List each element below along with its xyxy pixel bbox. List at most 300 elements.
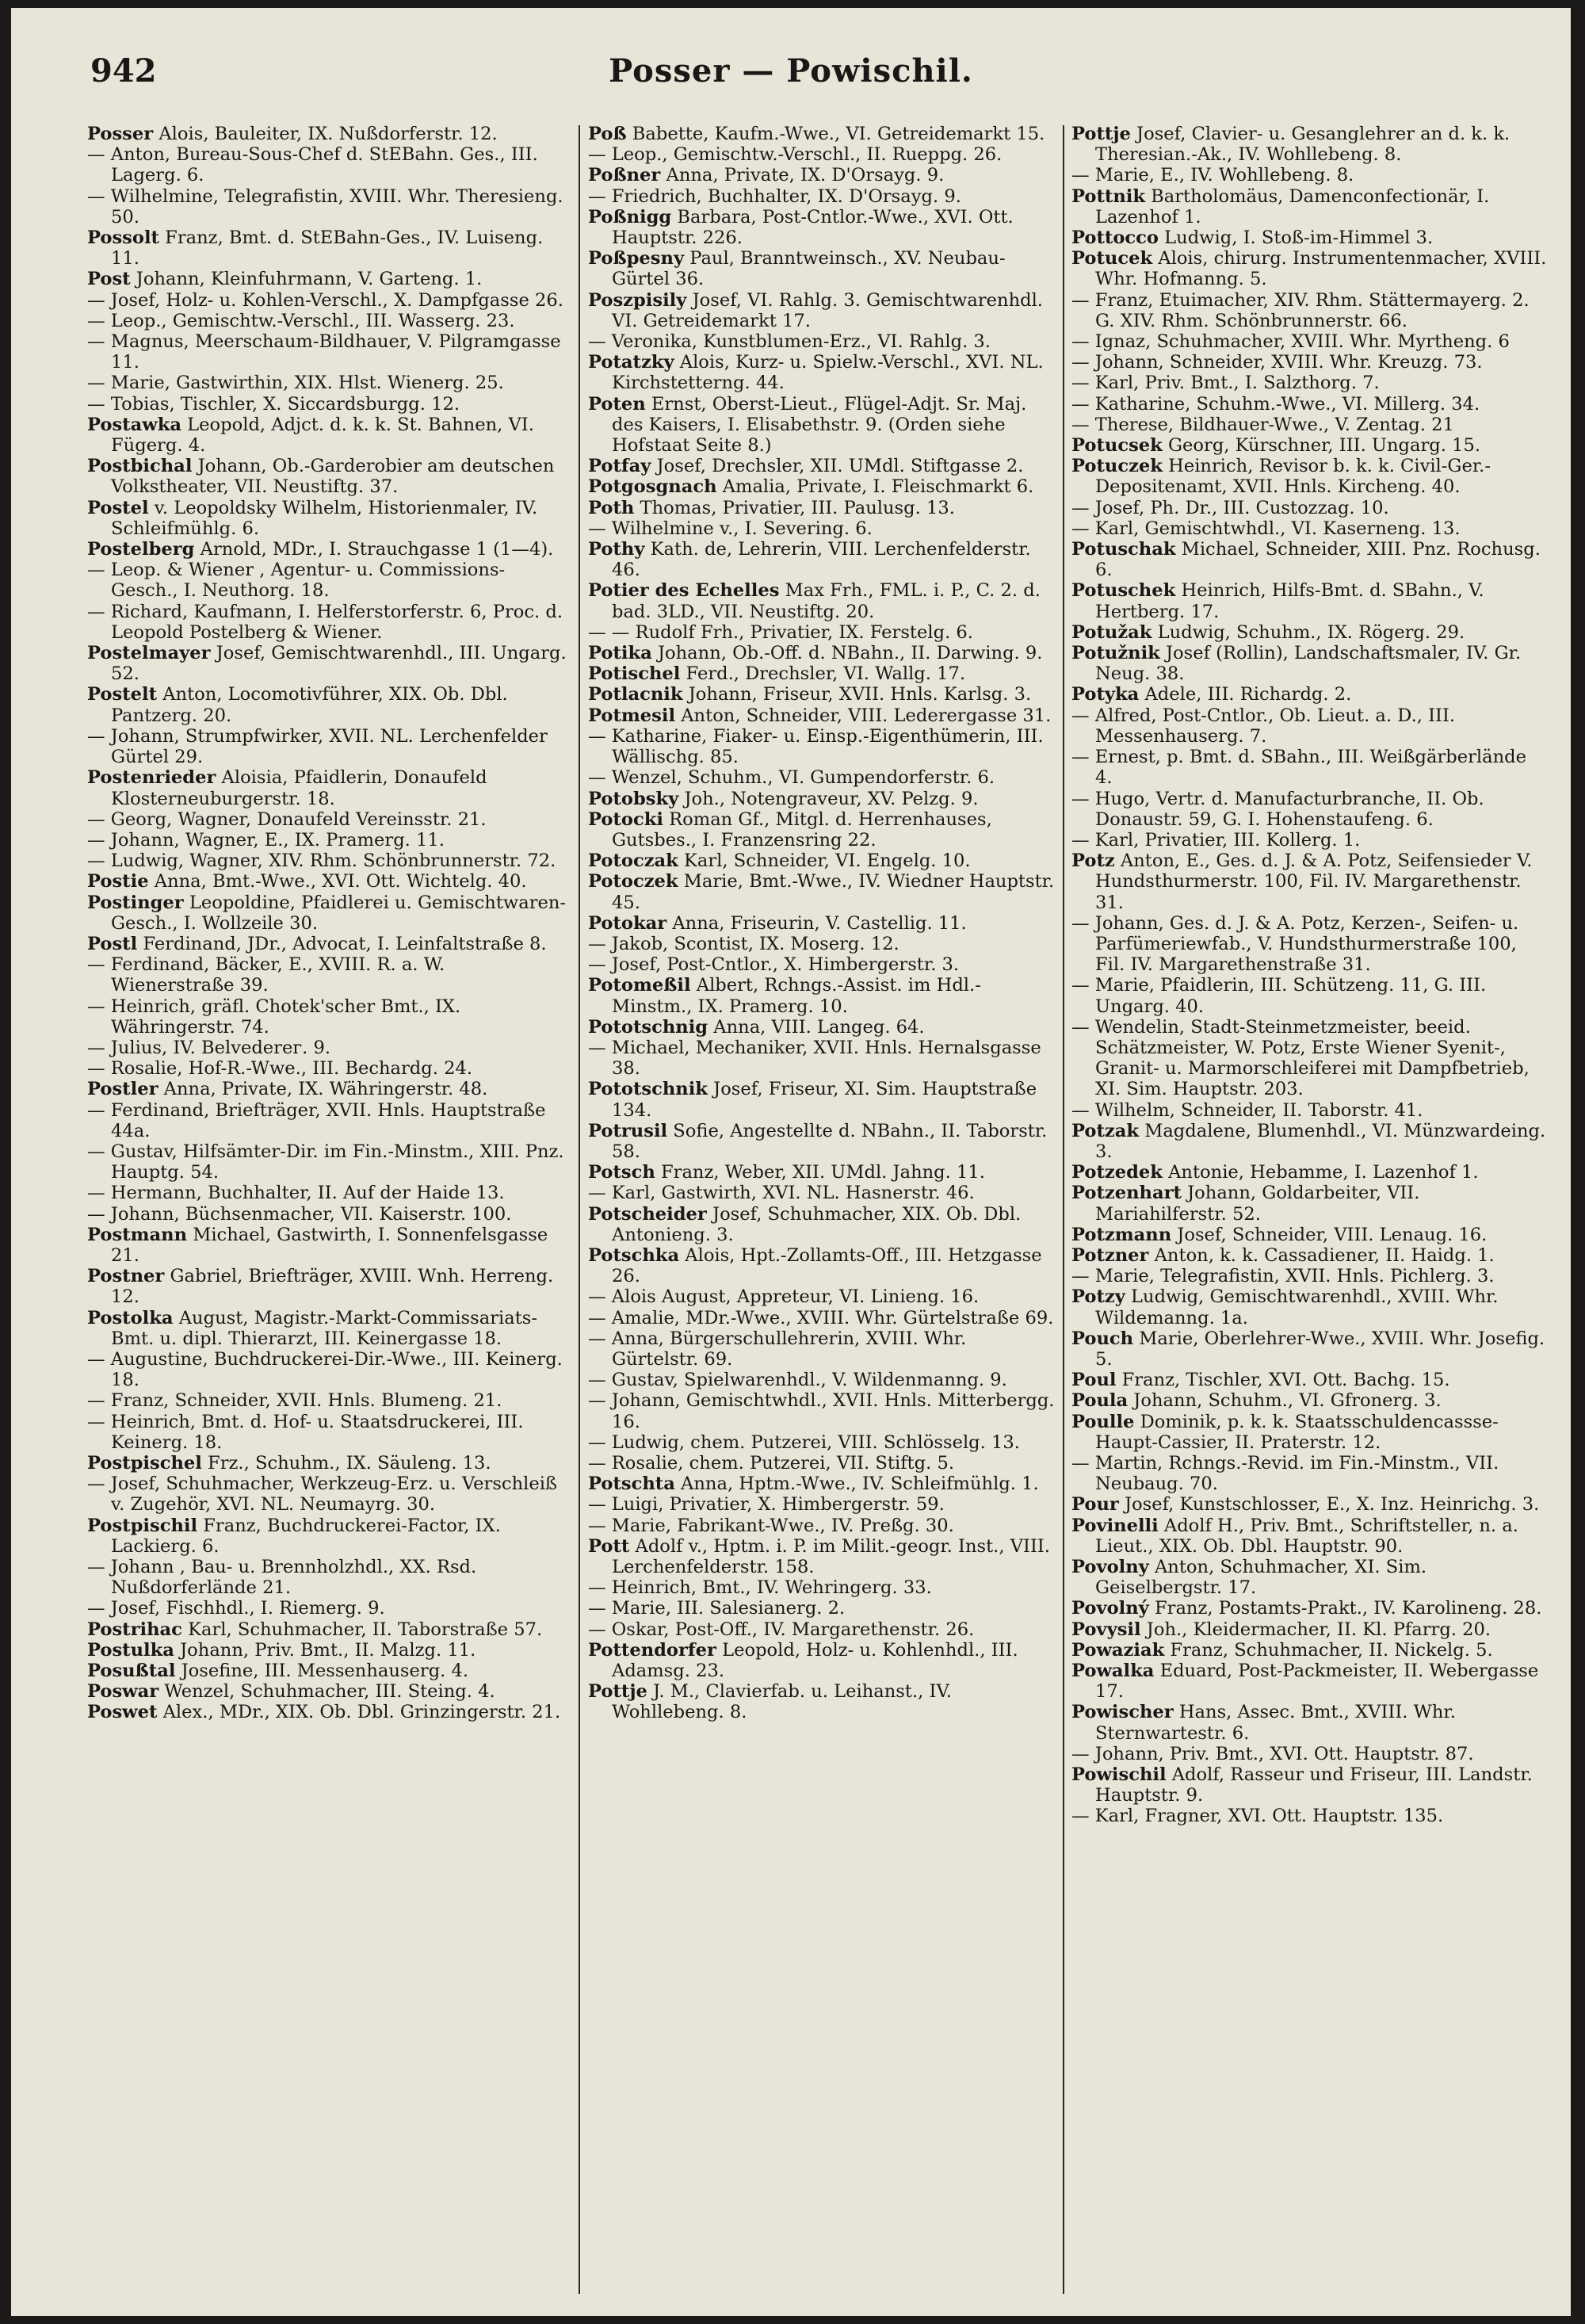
directory-entry: [87, 394, 571, 415]
entry-details: Franz, Tischler, XVI. Ott. Bachg. 15.: [1116, 1370, 1450, 1391]
directory-entry: [87, 186, 571, 227]
directory-page: [11, 8, 1571, 2316]
directory-entry: [87, 1390, 571, 1411]
entry-details: — Veronika, Kunstblumen-Erz., VI. Rahlg. 3.: [588, 331, 991, 353]
column-rule: [1063, 125, 1064, 2294]
entry-details: — Hermann, Buchhalter, II. Auf der Haide 13.: [87, 1183, 505, 1204]
entry-details: — Augustine, Buchdruckerei-Dir.-Wwe., III. Keinerg. 18.: [87, 1348, 563, 1391]
directory-entry: [87, 1661, 571, 1681]
entry-surname: Postl: [87, 933, 138, 954]
entry-surname: Potz: [1071, 850, 1115, 872]
entry-surname: Potucek: [1071, 248, 1153, 269]
entry-details: Dominik, p. k. k. Staatsschuldencassse-Haupt-Cassier, II. Praterstr. 12.: [1095, 1411, 1499, 1453]
directory-entry: [588, 186, 1056, 207]
entry-surname: Postelmayer: [87, 643, 211, 664]
column-3: [1071, 124, 1547, 2300]
entry-surname: Pottje: [1071, 124, 1131, 144]
entry-surname: Possolt: [87, 227, 159, 249]
entry-surname: Powaziak: [1071, 1639, 1165, 1661]
entry-details: Josef, Schneider, VIII. Lenaug. 16.: [1171, 1224, 1488, 1245]
entry-surname: Posußtal: [87, 1661, 176, 1682]
directory-entry: [588, 1536, 1056, 1577]
entry-details: — Johann, Gemischtwhdl., XVII. Hnls. Mitterbergg. 16.: [588, 1390, 1055, 1432]
entry-details: — Heinrich, Bmt. d. Hof- u. Staatsdruckerei, III. Keinerg. 18.: [87, 1411, 524, 1453]
entry-details: — Karl, Gemischtwhdl., VI. Kaserneng. 13.: [1071, 518, 1461, 539]
entry-surname: Potomeßil: [588, 975, 691, 996]
directory-entry: [588, 1121, 1056, 1162]
entry-surname: Postrihac: [87, 1619, 182, 1640]
entry-details: — Josef, Holz- u. Kohlen-Verschl., X. Dampfgasse 26.: [87, 289, 563, 311]
entry-details: Josef, Friseur, XI. Sim. Hauptstraße 134.: [612, 1079, 1037, 1121]
entry-details: Franz, Postamts-Prakt., IV. Karolineng. 28.: [1148, 1598, 1542, 1619]
directory-entry: [1071, 975, 1547, 1016]
entry-details: — Ferdinand, Bäcker, E., XVIII. R. a. W. Wienerstraße 39.: [87, 954, 445, 996]
directory-entry: [588, 1162, 1056, 1183]
entry-details: Anna, Private, IX. D'Orsayg. 9.: [660, 165, 945, 186]
entry-details: — Karl, Fragner, XVI. Ott. Hauptstr. 135.: [1071, 1806, 1444, 1827]
directory-entry: [588, 684, 1056, 705]
directory-entry: [588, 1183, 1056, 1203]
entry-surname: Potzmann: [1071, 1224, 1172, 1245]
entry-surname: Poßner: [588, 165, 661, 186]
directory-entry: [1071, 1702, 1547, 1743]
entry-details: Leopold, Holz- u. Kohlenhdl., III. Adamsg. 23.: [612, 1639, 1018, 1682]
entry-surname: Postulka: [87, 1639, 174, 1661]
directory-entry: [87, 871, 571, 892]
directory-entry: [87, 456, 571, 497]
entry-surname: Povolný: [1071, 1598, 1149, 1619]
directory-entry: [87, 144, 571, 185]
entry-details: — Karl, Privatier, III. Kollerg. 1.: [1071, 829, 1361, 850]
entry-surname: Potier des Echelles: [588, 580, 780, 602]
entry-details: — Josef, Ph. Dr., III. Custozzag. 10.: [1071, 497, 1389, 518]
directory-entry: [1071, 1121, 1547, 1162]
entry-details: Ludwig, I. Stoß-im-Himmel 3.: [1158, 227, 1434, 249]
page-number: 942: [90, 52, 157, 90]
directory-entry: [1071, 186, 1547, 227]
entry-details: Josef, Schuhmacher, XIX. Ob. Dbl. Antonieng. 3.: [612, 1203, 1022, 1245]
entry-details: — Friedrich, Buchhalter, IX. D'Orsayg. 9.: [588, 185, 961, 207]
directory-entry: [1071, 643, 1547, 684]
entry-details: Johann, Schuhm., VI. Gfronerg. 3.: [1128, 1390, 1442, 1412]
entry-surname: Potoczak: [588, 850, 678, 872]
entry-details: — Martin, Rchngs.-Revid. im Fin.-Minstm., VII. Neubaug. 70.: [1071, 1453, 1499, 1495]
entry-details: Johann, Goldarbeiter, VII. Mariahilferstr. 52.: [1095, 1183, 1420, 1225]
entry-details: — Wenzel, Schuhm., VI. Gumpendorferstr. 6.: [588, 767, 995, 789]
entry-details: Frz., Schuhm., IX. Säuleng. 13.: [201, 1453, 491, 1474]
entry-details: Josef, Drechsler, XII. UMdl. Stiftgasse 2.: [651, 456, 1024, 477]
entry-details: Anna, Bmt.-Wwe., XVI. Ott. Wichtelg. 40.: [148, 871, 527, 893]
entry-surname: Poswet: [87, 1702, 158, 1723]
entry-details: — Michael, Mechaniker, XVII. Hnls. Hernalsgasse 38.: [588, 1037, 1041, 1080]
entry-surname: Postawka: [87, 414, 181, 435]
entry-details: Georg, Kürschner, III. Ungarg. 15.: [1162, 435, 1481, 457]
entry-surname: Postelberg: [87, 539, 195, 560]
entry-surname: Postie: [87, 871, 149, 893]
entry-details: Marie, Oberlehrer-Wwe., XVIII. Whr. Josefig. 5.: [1095, 1328, 1545, 1370]
directory-entry: [588, 248, 1056, 289]
entry-details: — Marie, Telegrafistin, XVII. Hnls. Pichlerg. 3.: [1071, 1266, 1495, 1287]
entry-surname: Potuczek: [1071, 456, 1163, 477]
entry-details: Kath. de, Lehrerin, VIII. Lerchenfelderstr. 46.: [612, 539, 1031, 581]
directory-entry: [1071, 830, 1547, 850]
directory-entry: [588, 1370, 1056, 1390]
entry-details: Ernst, Oberst-Lieut., Flügel-Adjt. Sr. Maj. des Kaisers, I. Elisabethstr. 9. (Orden siehe Hofstaat Seite 8.): [612, 393, 1027, 457]
entry-details: — Tobias, Tischler, X. Siccardsburgg. 12.: [87, 393, 460, 415]
entry-details: — Leop. & Wiener , Agentur- u. Commissions-Gesch., I. Neuthorg. 18.: [87, 560, 506, 602]
entry-surname: Pottendorfer: [588, 1639, 716, 1661]
directory-entry: [87, 1100, 571, 1141]
entry-details: Leopold, Adjct. d. k. k. St. Bahnen, VI. Fügerg. 4.: [111, 414, 534, 457]
entry-surname: Potlacnik: [588, 684, 683, 705]
entry-details: Barbara, Post-Cntlor.-Wwe., XVI. Ott. Hauptstr. 226.: [612, 206, 1014, 249]
entry-details: Alois, Hpt.-Zollamts-Off., III. Hetzgasse 26.: [612, 1244, 1042, 1287]
entry-surname: Postel: [87, 497, 149, 518]
column-1: [87, 124, 571, 2300]
directory-entry: [87, 269, 571, 289]
entry-details: Joh., Notengraveur, XV. Pelzg. 9.: [678, 788, 979, 809]
entry-surname: Potschka: [588, 1244, 680, 1266]
entry-details: — Heinrich, gräfl. Chotek'scher Bmt., IX. Währingerstr. 74.: [87, 996, 461, 1038]
directory-entry: [1071, 1245, 1547, 1266]
directory-entry: [588, 1390, 1056, 1431]
entry-details: Johann, Friseur, XVII. Hnls. Karlsg. 3.: [682, 684, 1032, 705]
entry-details: — Alois August, Appreteur, VI. Linieng. 16.: [588, 1286, 980, 1308]
entry-surname: Poß: [588, 124, 627, 144]
directory-entry: [1071, 248, 1547, 289]
entry-details: — Wilhelmine, Telegrafistin, XVIII. Whr. Theresieng. 50.: [87, 185, 563, 227]
directory-entry: [1071, 373, 1547, 393]
entry-details: Franz, Schuhmacher, II. Nickelg. 5.: [1164, 1639, 1493, 1661]
entry-surname: Potuschak: [1071, 539, 1176, 560]
directory-entry: [588, 207, 1056, 248]
entry-details: — Anton, Bureau-Sous-Chef d. StEBahn. Ges., III. Lagerg. 6.: [87, 144, 538, 186]
directory-entry: [588, 124, 1056, 144]
entry-surname: Potyka: [1071, 684, 1140, 705]
running-head: Posser — Powischil.: [609, 52, 973, 90]
entry-surname: Postelt: [87, 684, 158, 705]
directory-entry: [588, 871, 1056, 912]
directory-entry: [87, 311, 571, 331]
directory-entry: [588, 767, 1056, 788]
directory-entry: [588, 539, 1056, 580]
directory-entry: [87, 227, 571, 269]
directory-entry: [588, 1494, 1056, 1515]
entry-details: — Marie, Gastwirthin, XIX. Hlst. Wienerg. 25.: [87, 373, 504, 394]
entry-surname: Potschta: [588, 1474, 675, 1495]
directory-entry: [1071, 227, 1547, 248]
directory-entry: [588, 789, 1056, 809]
entry-details: — Magnus, Meerschaum-Bildhauer, V. Pilgramgasse 11.: [87, 331, 561, 373]
entry-surname: Poswar: [87, 1681, 159, 1703]
entry-details: Anna, Private, IX. Währingerstr. 48.: [158, 1079, 488, 1100]
directory-entry: [588, 726, 1056, 767]
directory-entry: [1071, 352, 1547, 373]
directory-entry: [87, 1204, 571, 1225]
entry-details: August, Magistr.-Markt-Commissariats-Bmt. u. dipl. Thierarzt, III. Keinergasse 18.: [111, 1307, 538, 1349]
entry-details: Leopoldine, Pfaidlerei u. Gemischtwaren-Gesch., I. Wollzeile 30.: [111, 892, 567, 934]
directory-entry: [588, 1245, 1056, 1286]
entry-details: Arnold, MDr., I. Strauchgasse 1 (1—4).: [194, 539, 554, 560]
entry-details: Eduard, Post-Packmeister, II. Webergasse 17.: [1095, 1661, 1539, 1703]
entry-details: — Marie, III. Salesianerg. 2.: [588, 1598, 846, 1619]
directory-entry: [1071, 1370, 1547, 1390]
directory-entry: [87, 539, 571, 560]
directory-entry: [1071, 1494, 1547, 1515]
directory-entry: [588, 850, 1056, 871]
directory-entry: [1071, 850, 1547, 913]
entry-details: Ludwig, Schuhm., IX. Rögerg. 29.: [1152, 621, 1465, 643]
directory-entry: [87, 1681, 571, 1702]
directory-entry: [87, 996, 571, 1038]
entry-details: Michael, Gastwirth, I. Sonnenfelsgasse 21.: [111, 1224, 548, 1266]
directory-entry: [87, 1079, 571, 1099]
directory-entry: [87, 1266, 571, 1307]
directory-entry: [1071, 1557, 1547, 1598]
entry-surname: Potmesil: [588, 705, 676, 726]
entry-details: — Franz, Etuimacher, XIV. Rhm. Stättermayerg. 2. G. XIV. Rhm. Schönbrunnerstr. 66.: [1071, 289, 1530, 331]
entry-details: Joh., Kleidermacher, II. Kl. Pfarrg. 20.: [1140, 1619, 1491, 1640]
entry-surname: Powischer: [1071, 1702, 1174, 1723]
directory-entry: [87, 1038, 571, 1058]
directory-entry: [1071, 1100, 1547, 1121]
entry-surname: Potzedek: [1071, 1162, 1163, 1183]
directory-entry: [87, 1453, 571, 1474]
entry-details: Adolf v., Hptm. i. P. im Milit.-geogr. Inst., VIII. Lerchenfelderstr. 158.: [612, 1535, 1050, 1578]
entry-details: Anna, Hptm.-Wwe., IV. Schleifmühlg. 1.: [674, 1474, 1039, 1495]
entry-details: — Ludwig, chem. Putzerei, VIII. Schlösselg. 13.: [588, 1431, 1020, 1453]
entry-surname: Pototschnik: [588, 1079, 708, 1100]
directory-entry: [87, 1557, 571, 1598]
entry-details: — Leop., Gemischtw.-Verschl., III. Wasserg. 23.: [87, 310, 515, 331]
entry-details: — Marie, E., IV. Wohllebeng. 8.: [1071, 165, 1354, 186]
directory-entry: [87, 767, 571, 808]
directory-entry: [1071, 456, 1547, 497]
entry-details: — Rosalie, chem. Putzerei, VII. Stiftg. 5.: [588, 1453, 955, 1474]
entry-details: Thomas, Privatier, III. Paulusg. 13.: [634, 497, 955, 518]
directory-entry: [588, 1308, 1056, 1328]
directory-entry: [87, 643, 571, 684]
entry-details: — Josef, Fischhdl., I. Riemerg. 9.: [87, 1598, 385, 1619]
directory-entry: [1071, 1390, 1547, 1411]
directory-entry: [1071, 1764, 1547, 1806]
entry-details: Anton, Locomotivführer, XIX. Ob. Dbl. Pantzerg. 20.: [111, 684, 508, 726]
entry-details: — Anna, Bürgerschullehrerin, XVIII. Whr. Gürtelstr. 69.: [588, 1328, 967, 1370]
directory-entry: [1071, 747, 1547, 788]
directory-entry: [1071, 1516, 1547, 1557]
entry-surname: Pototschnig: [588, 1016, 708, 1038]
column-rule: [579, 125, 580, 2294]
entry-details: Franz, Weber, XII. UMdl. Jahng. 11.: [655, 1162, 985, 1183]
directory-entry: [588, 1474, 1056, 1494]
directory-entry: [588, 934, 1056, 954]
entry-surname: Pott: [588, 1535, 630, 1557]
directory-entry: [588, 643, 1056, 663]
entry-details: Anton, E., Ges. d. J. & A. Potz, Seifensieder V. Hundsthurmerstr. 100, Fil. IV. Margarethenstr. 31.: [1095, 850, 1533, 913]
entry-surname: Potucsek: [1071, 435, 1163, 457]
directory-entry: [87, 934, 571, 954]
entry-surname: Potrusil: [588, 1120, 668, 1141]
directory-entry: [1071, 705, 1547, 747]
entry-surname: Poulle: [1071, 1411, 1135, 1432]
entry-details: Heinrich, Hilfs-Bmt. d. SBahn., V. Hertberg. 17.: [1095, 580, 1484, 622]
directory-entry: [588, 352, 1056, 393]
entry-details: — Katharine, Schuhm.-Wwe., VI. Millerg. 34.: [1071, 393, 1480, 415]
entry-surname: Potzy: [1071, 1286, 1125, 1308]
entry-surname: Poul: [1071, 1370, 1117, 1391]
directory-entry: [588, 705, 1056, 726]
entry-surname: Postbichal: [87, 456, 193, 477]
entry-surname: Povinelli: [1071, 1515, 1159, 1536]
directory-entry: [1071, 1225, 1547, 1245]
directory-entry: [87, 373, 571, 393]
directory-entry: [87, 1598, 571, 1619]
entry-surname: Post: [87, 269, 131, 290]
entry-surname: Potsch: [588, 1162, 655, 1183]
directory-entry: [588, 1681, 1056, 1722]
entry-details: Karl, Schuhmacher, II. Taborstraße 57.: [181, 1619, 543, 1640]
entry-details: — Ernest, p. Bmt. d. SBahn., III. Weißgärberlände 4.: [1071, 747, 1527, 789]
entry-details: — Johann , Bau- u. Brennholzhdl., XX. Rsd. Nußdorferlände 21.: [87, 1557, 477, 1599]
entry-surname: Potoczek: [588, 871, 678, 893]
entry-surname: Posser: [87, 124, 154, 144]
directory-entry: [1071, 622, 1547, 643]
directory-entry: [588, 1017, 1056, 1038]
directory-entry: [588, 1619, 1056, 1640]
directory-entry: [87, 1308, 571, 1349]
directory-entry: [87, 1702, 571, 1722]
directory-entry: [588, 663, 1056, 684]
entry-details: — Leop., Gemischtw.-Verschl., II. Rueppg. 26.: [588, 144, 1003, 166]
entry-details: Josef, Kunstschlosser, E., X. Inz. Heinrichg. 3.: [1118, 1494, 1540, 1516]
entry-details: — Richard, Kaufmann, I. Helferstorferstr. 6, Proc. d. Leopold Postelberg & Wiener.: [87, 601, 563, 643]
entry-details: — Johann, Wagner, E., IX. Pramerg. 11.: [87, 829, 445, 850]
directory-entry: [87, 1183, 571, 1203]
directory-entry: [588, 1640, 1056, 1681]
entry-details: Josef (Rollin), Landschaftsmaler, IV. Gr. Neug. 38.: [1095, 643, 1522, 685]
entry-surname: Povysil: [1071, 1619, 1141, 1640]
directory-entry: [1071, 165, 1547, 185]
entry-surname: Potika: [588, 643, 652, 664]
entry-surname: Poszpisily: [588, 289, 687, 311]
entry-surname: Postolka: [87, 1307, 174, 1328]
entry-details: Sofie, Angestellte d. NBahn., II. Taborstr. 58.: [612, 1120, 1048, 1162]
directory-entry: [1071, 789, 1547, 830]
entry-details: — Marie, Pfaidlerin, III. Schützeng. 11, G. III. Ungarg. 40.: [1071, 975, 1487, 1017]
entry-details: — Johann, Priv. Bmt., XVI. Ott. Hauptstr. 87.: [1071, 1743, 1474, 1764]
entry-surname: Poth: [588, 497, 635, 518]
entry-surname: Potfay: [588, 456, 651, 477]
directory-entry: [1071, 1266, 1547, 1286]
entry-surname: Poßnigg: [588, 206, 672, 227]
entry-details: — Heinrich, Bmt., IV. Wehringerg. 33.: [588, 1577, 932, 1599]
entry-details: Ludwig, Gemischtwarenhdl., XVIII. Whr. Wildemanng. 1a.: [1095, 1286, 1499, 1328]
entry-details: — Amalie, MDr.-Wwe., XVIII. Whr. Gürtelstraße 69.: [588, 1307, 1054, 1328]
entry-surname: Potuschek: [1071, 580, 1176, 602]
entry-surname: Potokar: [588, 912, 667, 934]
directory-entry: [588, 144, 1056, 165]
entry-surname: Powischil: [1071, 1764, 1167, 1786]
entry-surname: Potgosgnach: [588, 476, 717, 498]
directory-entry: [1071, 1286, 1547, 1328]
entry-details: Aloisia, Pfaidlerin, Donaufeld Klosterneuburgerstr. 18.: [111, 767, 487, 809]
directory-entry: [87, 830, 571, 850]
entry-details: Adele, III. Richardg. 2.: [1139, 684, 1352, 705]
entry-surname: Postpischel: [87, 1453, 202, 1474]
entry-surname: Potischel: [588, 663, 681, 685]
directory-entry: [588, 1286, 1056, 1307]
directory-entry: [1071, 1744, 1547, 1764]
directory-entry: [87, 850, 571, 871]
directory-entry: [87, 1058, 571, 1079]
entry-details: v. Leopoldsky Wilhelm, Historienmaler, IV. Schleifmühlg. 6.: [111, 497, 538, 539]
directory-entry: [87, 1516, 571, 1557]
entry-surname: Potužak: [1071, 621, 1152, 643]
entry-surname: Potzner: [1071, 1244, 1149, 1266]
entry-surname: Pottnik: [1071, 185, 1145, 207]
entry-details: Adolf H., Priv. Bmt., Schriftsteller, n. a. Lieut., XIX. Ob. Dbl. Hauptstr. 90.: [1095, 1515, 1518, 1557]
directory-entry: [588, 456, 1056, 476]
column-2: [588, 124, 1056, 2300]
directory-entry: [1071, 415, 1547, 435]
entry-surname: Pottocco: [1071, 227, 1159, 249]
entry-details: Alois, Bauleiter, IX. Nußdorferstr. 12.: [153, 124, 498, 144]
entry-details: — Ludwig, Wagner, XIV. Rhm. Schönbrunnerstr. 72.: [87, 850, 556, 872]
directory-entry: [588, 1079, 1056, 1120]
entry-details: Alex., MDr., XIX. Ob. Dbl. Grinzingerstr. 21.: [157, 1702, 561, 1723]
entry-details: — Gustav, Hilfsämter-Dir. im Fin.-Minstm., XIII. Pnz. Hauptg. 54.: [87, 1141, 564, 1183]
entry-details: Ferdinand, JDr., Advocat, I. Leinfaltstraße 8.: [137, 933, 547, 954]
entry-details: Josefine, III. Messenhauserg. 4.: [175, 1661, 469, 1682]
entry-details: Josef, Gemischtwarenhdl., III. Ungarg. 52.: [111, 643, 567, 685]
entry-details: Anton, Schuhmacher, XI. Sim. Geiselbergstr. 17.: [1095, 1557, 1427, 1599]
entry-details: — Katharine, Fiaker- u. Einsp.-Eigenthümerin, III. Wällischg. 85.: [588, 725, 1044, 768]
entry-details: — Therese, Bildhauer-Wwe., V. Zentag. 21: [1071, 414, 1454, 435]
entry-details: — Oskar, Post-Off., IV. Margarethenstr. 26.: [588, 1619, 975, 1640]
entry-details: Michael, Schneider, XIII. Pnz. Rochusg. 6.: [1095, 539, 1541, 581]
directory-entry: [588, 331, 1056, 352]
entry-details: — Josef, Post-Cntlor., X. Himbergerstr. 3.: [588, 954, 960, 976]
entry-details: — Ignaz, Schuhmacher, XVIII. Whr. Myrtheng. 6: [1071, 331, 1510, 353]
directory-entry: [588, 809, 1056, 850]
entry-details: Gabriel, Briefträger, XVIII. Wnh. Herreng. 12.: [111, 1266, 554, 1308]
entry-surname: Postler: [87, 1079, 158, 1100]
entry-details: — Jakob, Scontist, IX. Moserg. 12.: [588, 933, 899, 954]
directory-entry: [1071, 1017, 1547, 1100]
directory-entry: [588, 1577, 1056, 1598]
entry-details: Ferd., Drechsler, VI. Wallg. 17.: [680, 663, 966, 685]
entry-details: — Josef, Schuhmacher, Werkzeug-Erz. u. Verschleiß v. Zugehör, XVI. NL. Neumayrg. 30.: [87, 1474, 558, 1516]
entry-details: Josef, Clavier- u. Gesanglehrer an d. k. k. Theresian.-Ak., IV. Wohllebeng. 8.: [1095, 124, 1511, 166]
entry-details: Alois, chirurg. Instrumentenmacher, XVIII. Whr. Hofmanng. 5.: [1095, 248, 1547, 290]
directory-entry: [1071, 580, 1547, 621]
directory-entry: [1071, 1183, 1547, 1224]
entry-surname: Poula: [1071, 1390, 1129, 1412]
directory-entry: [588, 1453, 1056, 1474]
entry-surname: Poßpesny: [588, 248, 685, 269]
directory-entry: [87, 1225, 571, 1266]
directory-entry: [87, 809, 571, 830]
directory-entry: [588, 394, 1056, 457]
directory-entry: [588, 476, 1056, 497]
entry-surname: Potocki: [588, 808, 663, 830]
entry-details: Paul, Branntweinsch., XV. Neubau-Gürtel 36.: [612, 248, 1006, 290]
entry-surname: Postpischil: [87, 1515, 198, 1536]
entry-details: — Luigi, Privatier, X. Himbergerstr. 59.: [588, 1494, 945, 1516]
entry-details: — Rosalie, Hof-R.-Wwe., III. Bechardg. 24.: [87, 1058, 473, 1080]
directory-entry: [1071, 1806, 1547, 1826]
entry-details: — Johann, Strumpfwirker, XVII. NL. Lerchenfelder Gürtel 29.: [87, 725, 548, 768]
